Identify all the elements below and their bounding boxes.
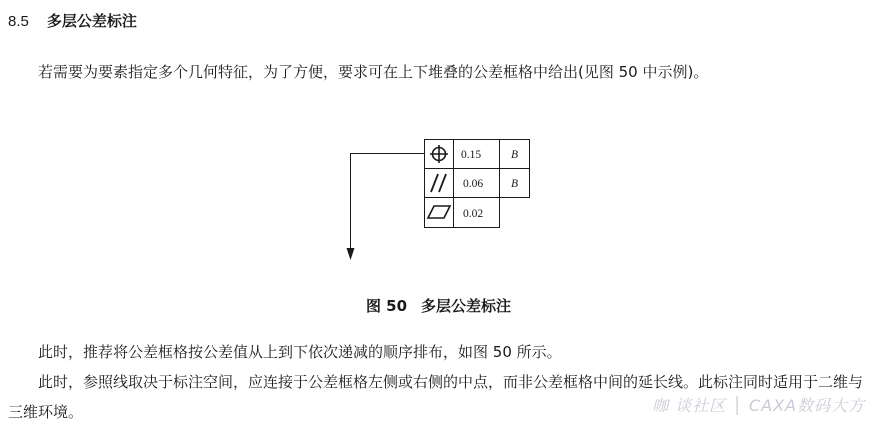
tolerance-value: 0.15 — [461, 149, 482, 161]
section-title: 多层公差标注 — [46, 12, 137, 30]
section-number: 8.5 — [8, 13, 29, 30]
figure-caption — [0, 295, 877, 316]
position-icon — [430, 145, 448, 163]
figure-number: 图 50 — [365, 297, 408, 315]
paragraph-intro: 若需要为要素指定多个几何特征，为了方便，要求可在上下堆叠的公差框格中给出(见图 50 中示例)。 — [38, 63, 709, 81]
datum-reference: B — [511, 149, 519, 161]
paragraph-leader: 此时，参照线取决于标注空间，应连接于公差框格左侧或右侧的中点，而非公差框格中间的延长线。此标注同时适用于二维与三维环境。 — [8, 373, 864, 421]
leader-line — [351, 154, 425, 251]
flatness-icon — [428, 206, 450, 218]
watermark-logo: 咖 谈社区 │ CAXA数码大方 — [652, 396, 865, 415]
figure-title: 多层公差标注 — [421, 297, 512, 315]
tolerance-value: 0.02 — [463, 208, 484, 220]
tolerance-value: 0.06 — [463, 178, 484, 190]
datum-reference: B — [511, 178, 519, 190]
parallelism-icon — [431, 174, 446, 192]
leader-arrow — [347, 248, 355, 260]
paragraph-order: 此时，推荐将公差框格按公差值从上到下依次递减的顺序排布，如图 50 所示。 — [38, 343, 562, 361]
